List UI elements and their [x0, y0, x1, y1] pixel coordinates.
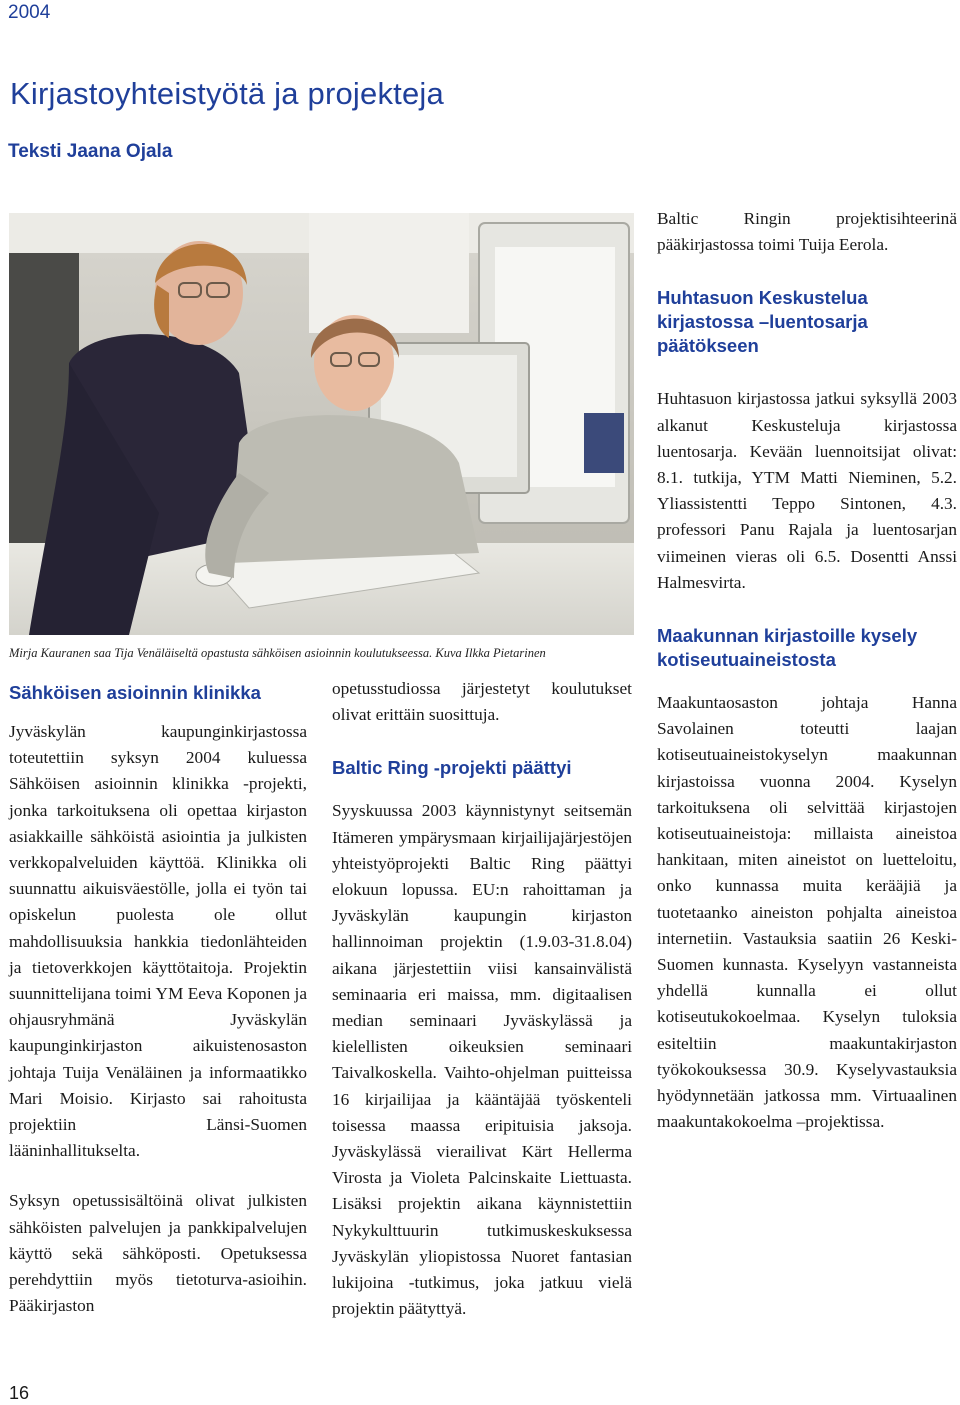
section-heading-clinic: Sähköisen asioinnin klinikka: [9, 682, 261, 703]
issue-year: 2004: [8, 2, 51, 23]
paragraph-clinic-1: Jyväskylän kaupunginkirjastossa toteutettiin syksyn 2004 kuluessa Sähköisen asioinnin klinikka -projekti, jonka tarkoituksena oli opettaa kirjaston asiakkaille sähköistä asiointia ja julkisten verkkopalveluiden käyttöä. Klinikka oli suunnattu aikuisväestölle, jolla ei työn tai opiskelun puolesta ole ollut mahdollisuuksia hankkia tiedonlähteiden ja tietoverkkojen käyttötaitoja. Projektin suunnittelijana toimi YM Eeva Koponen ja ohjausryhmänä Jyväskylän kaupunginkirjaston aikuistenosaston johtaja Tuija Venäläinen ja informaatikko Mari Moisio. Kirjasto sai rahoitusta projektiin Länsi-Suomen lääninhallitukselta.: [9, 722, 307, 1161]
section-heading-huhtasuo: Huhtasuon Keskustelua kirjastossa –luentosarja päätökseen: [657, 287, 868, 357]
article-column-1: [9, 681, 307, 1319]
paragraph-baltic-ring-1: Syyskuussa 2003 käynnistynyt seitsemän Itämeren ympärysmaan kirjailijajärjestöjen yhteistyöprojekti Baltic Ring päättyi elokuun lopussa. EU:n rahoittaman ja Jyväskylän kaupungin kirjaston hallinnoiman projektin (1.9.03-31.8.04) aikana järjestettiin viisi kansainvälistä seminaaria eri maissa, mm. digitaalisen median seminaari Jyväskylässä ja kielellisten oikeuksien seminaari Taivalkoskella. Vaihto-ohjelman puitteissa 16 kirjailijaa ja kääntäjää työskenteli toisessa maassa eripituisia jaksoja. Jyväskylässä vierailivat Kärt Hellerma Virosta ja Violeta Palcinskaite Liettuasta. Lisäksi projektin aikana käynnistettiin Nykykulttuurin tutkimuskeskuksessa Jyväskylän yliopistossa Nuoret fantasian lukijoina -tutkimus, joka jatkuu vielä projektin päätyttyä.: [332, 801, 632, 1319]
paragraph-survey: Maakuntaosaston johtaja Hanna Savolainen toteutti laajan kotiseutuaineistokyselyn maakunnan kirjastoissa vuonna 2004. Kyselyn tarkoituksena oli selvittää kirjastojen kotiseutuaineistoja: millaista aineistoa hankitaan, miten aineistot on luetteloitu, onko kunnassa muita kerääjiä ja tuotetaanko aineiston pohjalta aineistoa internetiin. Vastauksia saatiin 26 Keski-Suomen kunnasta. Kyselyyn vastanneista yhdellä kunnalla ei ollut kotiseutukokoelmaa. Kyselyn tuloksia esiteltiin maakuntakirjaston työkokouksessa 30.9. Kyselyvastauksia hyödynnetään jatkossa mm. Virtuaalinen maakuntakokoelma –projektissa.: [657, 693, 957, 1132]
article-photo: [9, 213, 634, 635]
page-title: Kirjastoyhteistyötä ja projekteja: [10, 76, 444, 111]
section-heading-baltic-ring: Baltic Ring -projekti päättyi: [332, 757, 572, 779]
article-column-3: [657, 206, 957, 1135]
paragraph-clinic-3: opetusstudiossa järjestetyt koulutukset olivat erittäin suosittuja.: [332, 679, 632, 725]
paragraph-huhtasuo: Huhtasuon kirjastossa jatkui syksyllä 2003 alkanut Keskusteluja kirjastossa luentosarja. Kevään luennoitsijat olivat: 8.1. tutkija, YTM Matti Nieminen, 5.2. Yliassistentti Teppo Sintonen, 4.3. professori Panu Rajala ja luentosarjan viimeinen vieras oli 6.5. Dosentti Anssi Halmesvirta.: [657, 389, 957, 592]
author-byline: Teksti Jaana Ojala: [8, 141, 173, 162]
page-number: 16: [9, 1383, 30, 1403]
photo-caption: Mirja Kauranen saa Tija Venäläiseltä opastusta sähköisen asioinnin koulutukseessa. Kuva Ilkka Pietarinen: [9, 646, 546, 660]
section-heading-survey: Maakunnan kirjastoille kysely kotiseutuaineistosta: [657, 625, 918, 671]
paragraph-clinic-2: Syksyn opetussisältöinä olivat julkisten sähköisten palvelujen ja pankkipalvelujen käyttö sekä sähköposti. Opetuksessa perehdyttiin myös tietoturva-asioihin. Pääkirjaston: [9, 1191, 307, 1316]
paragraph-baltic-ring-2: Baltic Ringin projektisihteerinä pääkirjastossa toimi Tuija Eerola.: [657, 209, 957, 255]
article-column-2: [332, 676, 632, 1322]
